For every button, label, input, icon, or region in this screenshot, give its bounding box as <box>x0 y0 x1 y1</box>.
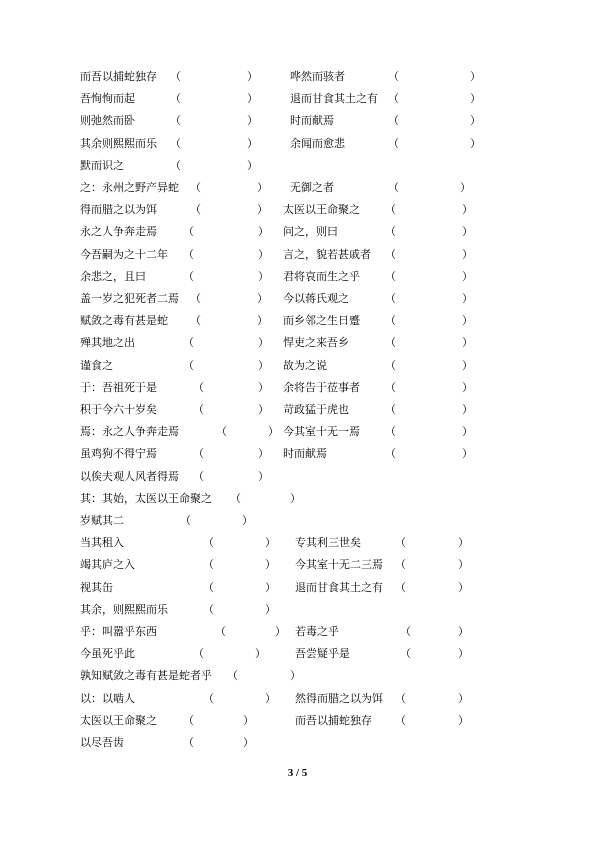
exercise-line <box>0 421 595 443</box>
right-answer-blank-close[interactable]: ） <box>458 691 469 705</box>
left-item-text: 殚其地之出 <box>80 336 135 350</box>
right-answer-blank-open[interactable]: （ <box>385 247 396 261</box>
left-answer-blank-close[interactable]: ） <box>290 669 301 683</box>
left-item-text: 则弛然而卧 <box>80 114 135 128</box>
right-answer-blank-open[interactable]: （ <box>400 625 411 638</box>
exercise-line <box>0 532 595 554</box>
right-answer-blank-open[interactable]: （ <box>385 380 396 394</box>
right-answer-blank-open[interactable]: （ <box>388 70 399 83</box>
left-answer-blank-close[interactable]: ） <box>243 736 254 749</box>
exercise-line <box>0 177 595 199</box>
left-answer-blank-close[interactable]: ） <box>247 114 258 128</box>
right-item-text: 今其室十无二三焉 <box>295 558 383 572</box>
right-item-text: 余将告于莅事者 <box>283 380 360 394</box>
page-number: 3 / 5 <box>287 767 308 779</box>
left-item-text: 赋敛之毒有甚是蛇 <box>80 314 168 328</box>
left-answer-blank-close[interactable]: ） <box>290 491 301 505</box>
left-answer-blank-open[interactable]: （ <box>216 425 227 439</box>
right-answer-blank-close[interactable]: ） <box>462 292 473 305</box>
left-answer-blank-close[interactable]: ） <box>257 181 268 194</box>
exercise-line <box>0 621 595 643</box>
right-item-text: 退而甘食其土之有 <box>295 580 383 594</box>
right-answer-blank-open[interactable]: （ <box>395 580 406 594</box>
right-answer-blank-open[interactable]: （ <box>395 558 406 572</box>
left-answer-blank-close[interactable]: ） <box>258 469 269 483</box>
left-item-text: 之：永州之野产异蛇 <box>80 181 179 194</box>
exercise-line <box>0 732 595 754</box>
left-answer-blank-open[interactable]: （ <box>183 247 194 261</box>
exercise-line <box>0 554 595 576</box>
right-answer-blank-close[interactable]: ） <box>458 580 469 594</box>
left-answer-blank-close[interactable]: ） <box>258 358 269 372</box>
right-item-text: 悍吏之来吾乡 <box>283 336 349 350</box>
exercise-line <box>0 466 595 488</box>
right-answer-blank-open[interactable]: （ <box>388 181 399 194</box>
right-answer-blank-close[interactable]: ） <box>462 425 473 439</box>
right-item-text: 专其利三世矣 <box>295 536 361 550</box>
exercise-line <box>0 443 595 465</box>
exercise-line <box>0 88 595 110</box>
left-item-text: 乎：叫嚣乎东西 <box>80 625 157 638</box>
left-item-text: 得而腊之以为饵 <box>80 203 157 217</box>
exercise-line <box>0 710 595 732</box>
left-answer-blank-close[interactable]: ） <box>247 158 258 172</box>
right-item-text: 若毒之乎 <box>295 625 339 638</box>
left-answer-blank-open[interactable]: （ <box>183 225 194 239</box>
left-answer-blank-open[interactable]: （ <box>183 269 194 283</box>
right-answer-blank-close[interactable]: ） <box>458 558 469 572</box>
left-answer-blank-close[interactable]: ） <box>257 292 268 305</box>
left-answer-blank-open[interactable]: （ <box>215 625 226 638</box>
left-answer-blank-close[interactable]: ） <box>265 602 276 616</box>
left-answer-blank-close[interactable]: ） <box>243 713 254 727</box>
right-item-text: 苛政猛于虎也 <box>283 403 349 416</box>
exercise-line <box>0 310 595 332</box>
left-item-text: 其余，则熙熙而乐 <box>80 602 168 616</box>
right-item-text: 哗然而骇者 <box>290 70 345 83</box>
left-answer-blank-open[interactable]: （ <box>227 669 238 683</box>
left-answer-blank-open[interactable]: （ <box>183 336 194 350</box>
right-answer-blank-open[interactable]: （ <box>400 647 411 661</box>
left-answer-blank-open[interactable]: （ <box>230 491 241 505</box>
right-answer-blank-close[interactable]: ） <box>460 181 471 194</box>
right-answer-blank-open[interactable]: （ <box>385 358 396 372</box>
right-answer-blank-open[interactable]: （ <box>395 713 406 727</box>
left-answer-blank-close[interactable]: ） <box>265 580 276 594</box>
right-answer-blank-close[interactable]: ） <box>470 114 481 128</box>
left-answer-blank-open[interactable]: （ <box>190 314 201 328</box>
left-answer-blank-open[interactable]: （ <box>190 181 201 194</box>
right-answer-blank-open[interactable]: （ <box>385 203 396 217</box>
right-answer-blank-close[interactable]: ） <box>462 225 473 239</box>
left-answer-blank-open[interactable]: （ <box>170 92 181 106</box>
right-answer-blank-open[interactable]: （ <box>388 114 399 128</box>
left-answer-blank-open[interactable]: （ <box>203 602 214 616</box>
left-answer-blank-open[interactable]: （ <box>170 70 181 83</box>
right-answer-blank-close[interactable]: ） <box>458 625 469 638</box>
right-answer-blank-close[interactable]: ） <box>458 647 469 661</box>
right-answer-blank-close[interactable]: ） <box>462 403 473 416</box>
right-answer-blank-close[interactable]: ） <box>462 336 473 350</box>
exercise-line <box>0 399 595 421</box>
left-item-text: 而吾以捕蛇独存 <box>80 70 157 83</box>
right-item-text: 时而献焉 <box>290 114 334 128</box>
left-answer-blank-close[interactable]: ） <box>258 336 269 350</box>
left-item-text: 以：以啮人 <box>80 691 135 705</box>
left-item-text: 太医以王命聚之 <box>80 713 157 727</box>
right-item-text: 故为之说 <box>283 358 327 372</box>
left-answer-blank-close[interactable]: ） <box>258 447 269 461</box>
left-answer-blank-open[interactable]: （ <box>183 736 194 749</box>
left-answer-blank-open[interactable]: （ <box>180 514 191 527</box>
right-answer-blank-open[interactable]: （ <box>385 336 396 350</box>
left-answer-blank-open[interactable]: （ <box>203 580 214 594</box>
left-item-text: 吾恂恂而起 <box>80 92 135 106</box>
right-item-text: 时而献焉 <box>283 447 327 461</box>
left-answer-blank-open[interactable]: （ <box>193 403 204 416</box>
right-item-text: 而吾以捕蛇独存 <box>295 713 372 727</box>
left-answer-blank-close[interactable]: ） <box>258 225 269 239</box>
right-item-text: 太医以王命聚之 <box>283 203 360 217</box>
left-answer-blank-close[interactable]: ） <box>265 691 276 705</box>
left-item-text: 视其缶 <box>80 580 113 594</box>
right-answer-blank-close[interactable]: ） <box>458 536 469 550</box>
left-item-text: 孰知赋敛之毒有甚是蛇者乎 <box>80 669 212 683</box>
left-item-text: 盖一岁之犯死者二焉 <box>80 292 179 305</box>
exercise-line <box>0 643 595 665</box>
left-item-text: 永之人争奔走焉 <box>80 225 157 239</box>
left-answer-blank-open[interactable]: （ <box>203 536 214 550</box>
left-answer-blank-close[interactable]: ） <box>257 314 268 328</box>
left-answer-blank-close[interactable]: ） <box>268 425 279 439</box>
exercise-line <box>0 199 595 221</box>
exercise-line <box>0 221 595 243</box>
right-answer-blank-open[interactable]: （ <box>385 447 396 461</box>
left-answer-blank-close[interactable]: ） <box>247 136 258 150</box>
exercise-line <box>0 599 595 621</box>
right-answer-blank-open[interactable]: （ <box>385 225 396 239</box>
right-answer-blank-open[interactable]: （ <box>395 536 406 550</box>
right-answer-blank-open[interactable]: （ <box>385 425 396 439</box>
exercise-line <box>0 244 595 266</box>
right-answer-blank-close[interactable]: ） <box>470 92 481 106</box>
left-item-text: 虽鸡狗不得宁焉 <box>80 447 157 461</box>
right-answer-blank-close[interactable]: ） <box>462 380 473 394</box>
left-answer-blank-close[interactable]: ） <box>257 203 268 217</box>
right-answer-blank-open[interactable]: （ <box>388 92 399 106</box>
left-answer-blank-open[interactable]: （ <box>203 691 214 705</box>
left-answer-blank-open[interactable]: （ <box>170 136 181 150</box>
right-answer-blank-close[interactable]: ） <box>462 247 473 261</box>
exercise-line <box>0 488 595 510</box>
exercise-line <box>0 332 595 354</box>
right-answer-blank-open[interactable]: （ <box>385 292 396 305</box>
right-answer-blank-close[interactable]: ） <box>470 70 481 83</box>
right-answer-blank-close[interactable]: ） <box>462 314 473 328</box>
right-answer-blank-open[interactable]: （ <box>385 314 396 328</box>
right-item-text: 君将哀而生之乎 <box>283 269 360 283</box>
left-answer-blank-open[interactable]: （ <box>193 380 204 394</box>
left-answer-blank-close[interactable]: ） <box>258 403 269 416</box>
right-answer-blank-open[interactable]: （ <box>385 403 396 416</box>
right-answer-blank-open[interactable]: （ <box>388 136 399 150</box>
left-item-text: 余悲之，且曰 <box>80 269 146 283</box>
right-answer-blank-close[interactable]: ） <box>462 447 473 461</box>
left-answer-blank-close[interactable]: ） <box>258 380 269 394</box>
right-answer-blank-open[interactable]: （ <box>385 269 396 283</box>
right-answer-blank-open[interactable]: （ <box>395 691 406 705</box>
left-item-text: 于：吾祖死于是 <box>80 380 157 394</box>
right-item-text: 余闻而愈悲 <box>290 136 345 150</box>
left-item-text: 以俟夫观人风者得焉 <box>80 469 179 483</box>
left-answer-blank-close[interactable]: ） <box>255 647 266 661</box>
right-item-text: 今以蒋氏观之 <box>283 292 349 305</box>
right-answer-blank-close[interactable]: ） <box>462 203 473 217</box>
left-answer-blank-open[interactable]: （ <box>183 358 194 372</box>
left-item-text: 竭其庐之入 <box>80 558 135 572</box>
right-item-text: 退而甘食其土之有 <box>290 92 378 106</box>
left-answer-blank-open[interactable]: （ <box>190 292 201 305</box>
right-answer-blank-close[interactable]: ） <box>470 136 481 150</box>
right-item-text: 而乡邻之生日蹙 <box>283 314 360 328</box>
left-answer-blank-open[interactable]: （ <box>183 713 194 727</box>
left-item-text: 其余则熙熙而乐 <box>80 136 157 150</box>
left-answer-blank-open[interactable]: （ <box>190 203 201 217</box>
right-item-text: 今其室十无一焉 <box>283 425 360 439</box>
left-answer-blank-close[interactable]: ） <box>265 558 276 572</box>
left-item-text: 岁赋其二 <box>80 514 124 527</box>
left-answer-blank-open[interactable]: （ <box>203 558 214 572</box>
left-answer-blank-close[interactable]: ） <box>258 247 269 261</box>
exercise-line <box>0 110 595 132</box>
exercise-line <box>0 377 595 399</box>
left-answer-blank-open[interactable]: （ <box>193 469 204 483</box>
exercise-line <box>0 665 595 687</box>
left-answer-blank-close[interactable]: ） <box>275 625 286 638</box>
left-item-text: 以尽吾齿 <box>80 736 124 749</box>
left-answer-blank-open[interactable]: （ <box>170 114 181 128</box>
left-item-text: 积于今六十岁矣 <box>80 403 157 416</box>
left-answer-blank-close[interactable]: ） <box>247 70 258 83</box>
left-item-text: 今虽死乎此 <box>80 647 135 661</box>
left-answer-blank-open[interactable]: （ <box>193 447 204 461</box>
left-item-text: 其：其始，太医以王命聚之 <box>80 491 212 505</box>
right-item-text: 言之，貌若甚戚者 <box>283 247 371 261</box>
left-item-text: 当其租入 <box>80 536 124 550</box>
exercise-line <box>0 133 595 155</box>
left-item-text: 今吾嗣为之十二年 <box>80 247 168 261</box>
left-answer-blank-open[interactable]: （ <box>170 158 181 172</box>
left-item-text: 默而识之 <box>80 158 124 172</box>
exercise-line <box>0 355 595 377</box>
left-item-text: 焉：永之人争奔走焉 <box>80 425 179 439</box>
exercise-line <box>0 288 595 310</box>
right-item-text: 无御之者 <box>290 181 334 194</box>
right-item-text: 吾尝疑乎是 <box>295 647 350 661</box>
left-answer-blank-close[interactable]: ） <box>247 92 258 106</box>
exercise-line <box>0 577 595 599</box>
right-answer-blank-close[interactable]: ） <box>458 713 469 727</box>
left-answer-blank-open[interactable]: （ <box>193 647 204 661</box>
left-answer-blank-close[interactable]: ） <box>258 269 269 283</box>
right-answer-blank-close[interactable]: ） <box>462 358 473 372</box>
exercise-line <box>0 510 595 532</box>
left-item-text: 谨食之 <box>80 358 113 372</box>
exercise-line <box>0 66 595 88</box>
exercise-line <box>0 155 595 177</box>
exercise-line <box>0 266 595 288</box>
left-answer-blank-close[interactable]: ） <box>242 514 253 527</box>
left-answer-blank-close[interactable]: ） <box>265 536 276 550</box>
right-answer-blank-close[interactable]: ） <box>462 269 473 283</box>
exercise-line <box>0 688 595 710</box>
right-item-text: 然得而腊之以为饵 <box>295 691 383 705</box>
right-item-text: 问之，则曰 <box>283 225 338 239</box>
